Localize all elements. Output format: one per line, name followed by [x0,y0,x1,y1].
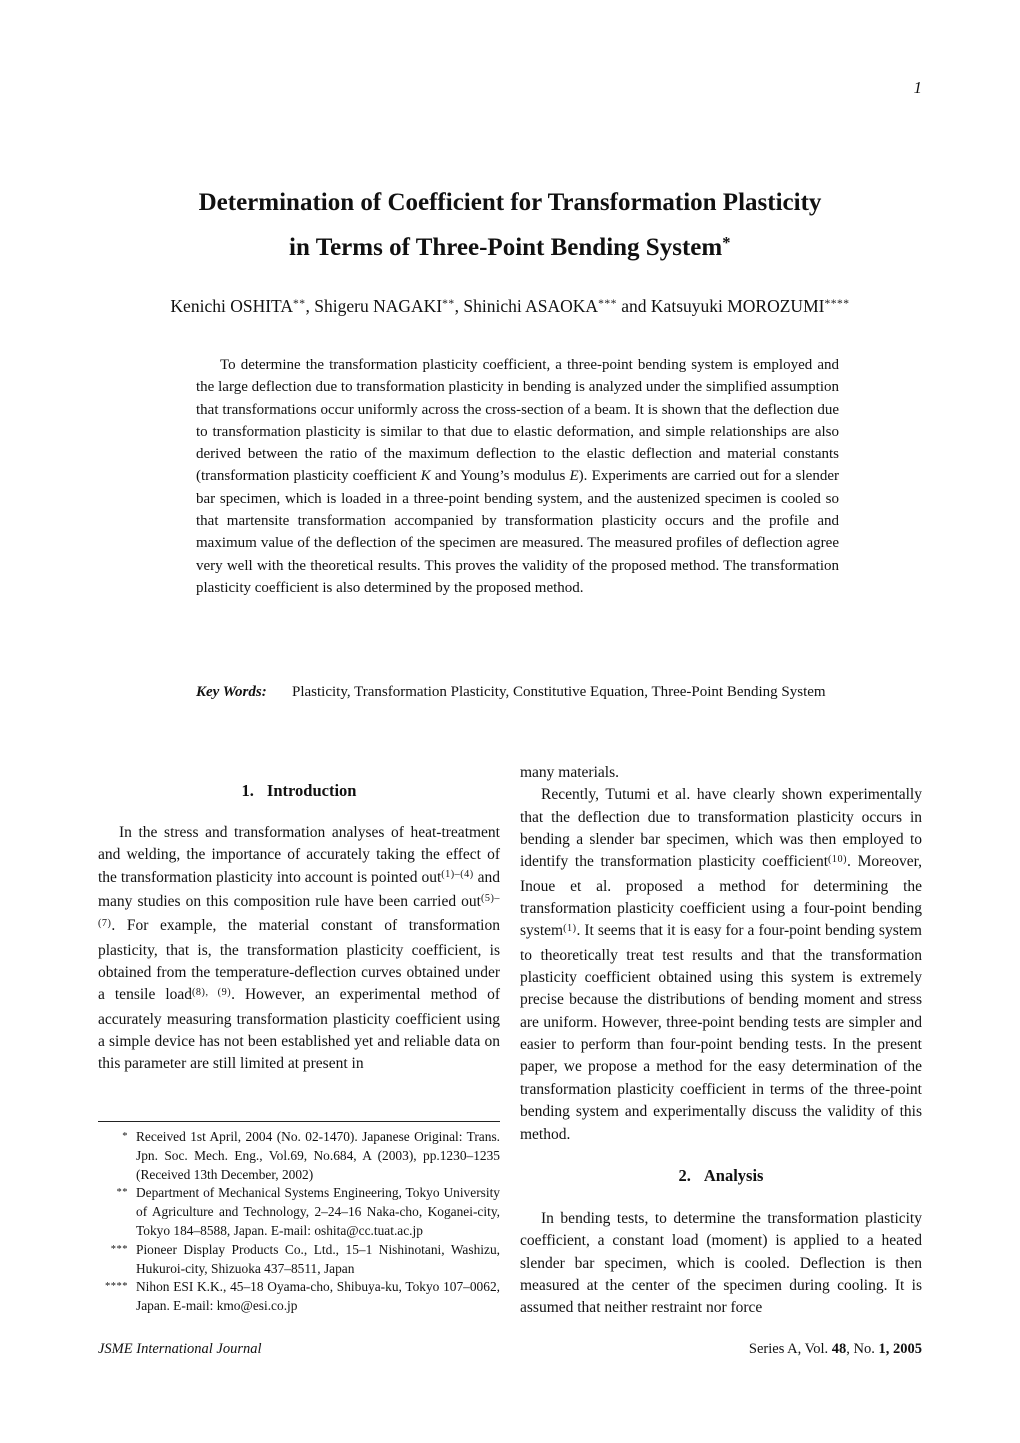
text-run: (10) [828,853,848,865]
text-run: (8), (9) [192,986,232,998]
section-heading-analysis [520,1146,922,1208]
keywords-row [196,681,839,703]
paper-title [0,180,1020,272]
footnote-marker: *** [110,1243,128,1255]
continuation-paragraph: many materials. [520,764,619,781]
text-run: Recently, Tutumi et al. have clearly shown experimentally that the deflection due to transformation plasticity occurs in bending a slender bar specimen, which was then employed to identify the transformation plasticity coefficient [520,786,922,871]
footnote-row [98,1241,500,1279]
section-number: 1. [241,781,254,800]
section-number: 2. [678,1165,691,1185]
footnote-marker: ** [116,1187,128,1199]
text-run: In the stress and transformation analyses of heat-treatment and welding, the importance of accurately taking the effect of the transformation plasticity into account is pointed out [98,824,500,886]
left-column [98,760,500,1316]
section-title: Analysis [703,1165,764,1185]
text-run: K [420,468,431,485]
keywords-label: Key Words: [196,684,267,700]
text-run: . Moreover, Inoue et al. proposed a method for determining the transformation plasticity coefficient using a four-point bending system [520,853,922,940]
analysis-paragraph: In bending tests, to determine the transformation plasticity coefficient, a constant load (moment) is applied to a heated slender bar specimen, which is cooled. Deflection is then measured at the center of the specimen during cooling. It is assumed that neither restraint nor force [520,1209,922,1317]
text-run: * [722,232,731,252]
body-paragraph [520,784,922,1146]
footer-issue-info [749,1341,922,1358]
text-run: , Shinichi ASAOKA [454,296,599,316]
footnote-marker: **** [105,1281,128,1293]
footer-journal-title: JSME International Journal [98,1341,262,1357]
introduction-paragraph [98,822,500,1076]
text-run: ). Experiments are carried out for a slender bar specimen, which is loaded in a three-point bending system, and the austenized specimen is cooled so that martensite transformation accompanied by transformation plasticity occurs and the profile and maximum value of the deflection of the specimen are measured. The measured profiles of deflection agree very well with the theoretical results. This proves the validity of the proposed method. The transformation plasticity coefficient is also determined by the proposed method. [196,468,839,596]
text-run: Kenichi OSHITA [170,296,293,316]
text-run: , No. [846,1341,879,1357]
footnote-row [98,1278,500,1316]
text-run: 48 [831,1341,847,1357]
text-run: and Young’s modulus [430,468,570,485]
authors-line [0,296,1020,317]
keywords-text: Plasticity, Transformation Plasticity, Constitutive Equation, Three-Point Bending System [292,684,826,700]
footnote-marker: * [122,1131,128,1143]
page-footer [98,1341,922,1363]
text-run: 1, 2005 [878,1341,922,1357]
text-run: E [569,468,579,485]
section-heading-introduction [98,760,500,822]
paper-title-line-1: Determination of Coefficient for Transformation Plasticity [198,189,822,216]
right-column [520,762,922,1320]
footnote-text: Pioneer Display Products Co., Ltd., 15–1 Nishinotani, Washizu, Hukuroi-city, Shizuoka 437–8511, Japan [136,1241,500,1276]
abstract-paragraph [196,354,839,599]
text-run: Series A, Vol. [748,1341,832,1357]
text-run: *** [598,297,617,310]
text-run: (1) [563,922,577,934]
paper-title-line-2 [0,225,1020,272]
page-number: 1 [913,78,922,97]
footnote-text: Department of Mechanical Systems Engineering, Tokyo University of Agriculture and Technology, 2–24–16 Naka-cho, Koganei-city, Tokyo 184–8588, Japan. E-mail: oshita@cc.tuat.ac.jp [136,1185,500,1239]
text-run: (1)–(4) [441,869,474,881]
footnote-text: Nihon ESI K.K., 45–18 Oyama-cho, Shibuya-ku, Tokyo 107–0062, Japan. E-mail: kmo@esi.co.jp [136,1279,500,1314]
text-run: . However, an experimental method of accurately measuring transformation plasticity coefficient using a simple device has not been established yet and reliable data on this parameter are still limited at present in [98,986,500,1073]
text-run: **** [824,297,850,310]
section-title: Introduction [266,781,357,800]
text-run: in Terms of Three-Point Bending System [289,234,723,261]
text-run: (5)–(7) [98,893,500,929]
text-run: ** [292,297,306,310]
text-run: . It seems that it is easy for a four-point bending system to theoretically treat test results and that the transformation plasticity coefficient obtained using this system is extremely precise because the distributions of bending moment and stress are uniform. However, three-point bending tests are simpler and easier to perform than four-point bending tests. In the present paper, we propose a method for the easy determination of the transformation plasticity coefficient in terms of the three-point bending system and experimentally discuss the validity of this method. [520,922,922,1143]
text-run: and many studies on this composition rule have been carried out [98,868,500,911]
text-run: To determine the transformation plasticity coefficient, a three-point bending system is employed and the large deflection due to transformation plasticity in bending is analyzed under the simplified assumption that transformations occur uniformly across the cross-section of a beam. It is shown that the deflection due to transformation plasticity is similar to that due to elastic deformation, and simple relationships are also derived between the ratio of the maximum deflection to the elastic deflection and material constants (transformation plasticity coefficient [196,357,839,485]
two-column-body [98,760,922,1320]
footnotes-block [98,1121,500,1316]
footnote-row [98,1184,500,1240]
text-run: ** [442,297,455,310]
text-run: , Shigeru NAGAKI [305,296,443,316]
footnote-row [98,1128,500,1184]
text-run: . For example, the material constant of transformation plasticity, that is, the transformation plasticity coefficient, is obtained from the temperature-deflection curves obtained under a tensile load [98,917,500,1004]
text-run: and Katsuyuki MOROZUMI [616,296,825,316]
footnote-text: Received 1st April, 2004 (No. 02-1470). Japanese Original: Trans. Jpn. Soc. Mech. Eng., Vol.69, No.684, A (2003), pp.1230–1235 (Received 13th December, 2002) [136,1129,500,1182]
